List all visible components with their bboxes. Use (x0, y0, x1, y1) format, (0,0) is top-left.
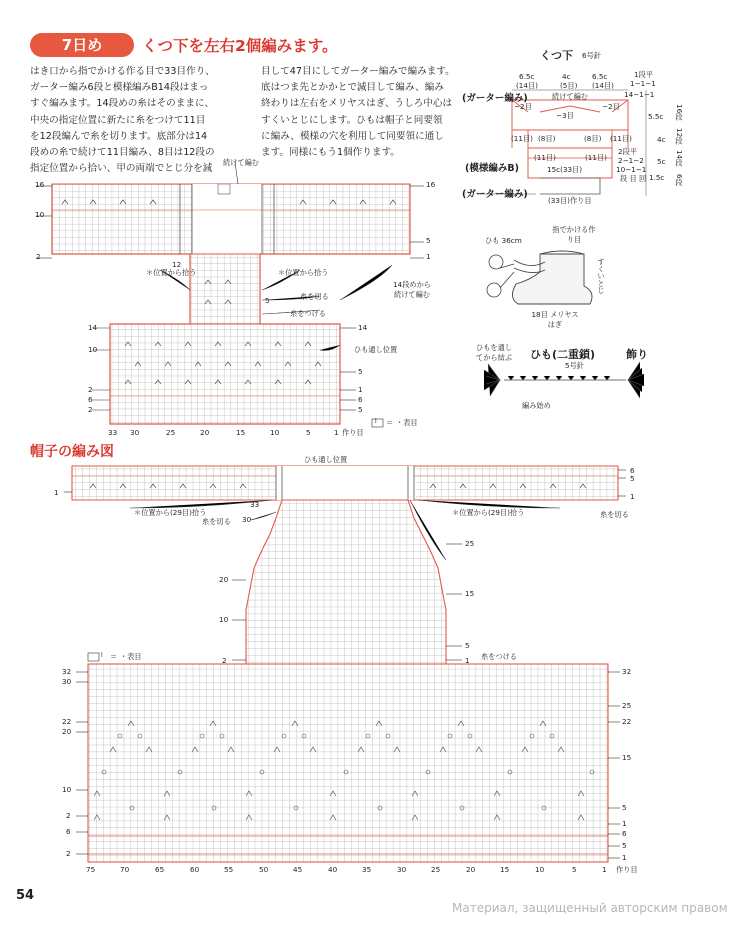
sock-row-label: 14 (358, 323, 368, 332)
hat-chart (64, 466, 626, 862)
sock-dim: 4c (657, 135, 666, 144)
cord-diagram (484, 362, 644, 398)
hat-col-label: 65 (155, 865, 165, 874)
page-number: 54 (16, 888, 35, 903)
sock-dim: 6.5c (519, 72, 535, 81)
sock-schematic-title: くつ下 (540, 49, 573, 62)
sock-vertical: 16段 (675, 104, 684, 121)
instruction-line: 底はつま先とかかとで減目して編み、編み (261, 82, 444, 94)
hat-pick-left: ＊位置から(29目)拾う (134, 508, 207, 517)
hat-row-label: 1 (622, 819, 627, 828)
hat-stitch-33: 33 (250, 500, 260, 509)
sock-note: 段 目 回 (620, 174, 647, 183)
hat-row-label: 2 (66, 849, 71, 858)
sock-note-row14: 14段めから続けて編む (393, 280, 431, 299)
sock-row-label: 6 (88, 395, 93, 404)
cord-ornament: 飾り (626, 348, 648, 361)
sock-vertical: 6段 (675, 174, 684, 186)
hat-col-label: 60 (190, 865, 200, 874)
sock-start-label: 作り目 (342, 428, 364, 437)
sock-row-label: 16 (426, 180, 436, 189)
hat-row-label: 5 (622, 803, 627, 812)
sock-start: (33目)作り目 (548, 196, 592, 205)
hat-key-text: ・表目 (120, 652, 142, 661)
sock-col-label: 25 (166, 428, 176, 437)
hat-row-label: 2 (66, 811, 71, 820)
sock-col-label: 5 (306, 428, 311, 437)
sock-side: (11目) (610, 134, 632, 143)
sock-note-12: 12 (172, 260, 182, 269)
hat-col-label: 45 (293, 865, 303, 874)
watermark: Материал, защищенный авторским правом (452, 901, 728, 915)
sock-row-label: 10 (35, 210, 45, 219)
sock-continue: 続けて編む (552, 92, 588, 101)
hat-col-label: 40 (328, 865, 338, 874)
hat-start-label: 作り目 (616, 865, 638, 874)
sock-col-label: 33 (108, 428, 118, 437)
sock-note-pick-right: ＊位置から拾う (278, 268, 329, 277)
sock-dim: 5.5c (648, 112, 664, 121)
hat-row-label: 25 (465, 539, 475, 548)
sock-row-label: 6 (358, 395, 363, 404)
instruction-line: はき口から指でかける作る目で33目作り、 (30, 66, 215, 77)
hat-row-label: 15 (465, 589, 475, 598)
hat-row-label: 15 (622, 753, 632, 762)
bootie-cord-label: ひも 36cm (485, 236, 522, 245)
sock-col-label: 15 (236, 428, 246, 437)
sock-mid: 15c(33目) (547, 165, 583, 174)
sock-side: (11目) (511, 134, 533, 143)
hat-row-label: 6 (622, 829, 627, 838)
instruction-line: 中央の指定位置に新たに糸をつけて11目 (30, 114, 206, 126)
sock-side: (8目) (538, 134, 556, 143)
sock-note: 1段平 (634, 70, 653, 79)
sock-dim: 4c (562, 72, 571, 81)
hat-row-label: 22 (622, 717, 632, 726)
hat-hole-label: ひも通し位置 (304, 455, 348, 464)
sock-note: 1−1−1 (630, 79, 656, 88)
hat-col-label: 75 (86, 865, 96, 874)
hat-row-label: 25 (622, 701, 632, 710)
bootie-illustration (487, 251, 592, 304)
instruction-line: すぐ編みます。14段めの糸はそのままに、 (30, 98, 215, 110)
instruction-line: 終わりは左右をメリヤスはぎ、うしろ中心は (261, 98, 453, 110)
sock-row-label: 5 (426, 236, 431, 245)
instruction-line: 段めの糸で続けて11目編み、8目は12段の (30, 147, 215, 159)
page-title: くつ下を左右2個編みます。 (142, 37, 338, 55)
sock-row-label: 16 (35, 180, 45, 189)
sock-note-5: 5 (265, 296, 270, 305)
hat-col-label: 35 (362, 865, 372, 874)
hat-row-label: 30 (62, 677, 72, 686)
hat-key-box (88, 653, 99, 661)
hat-row-label: 2 (222, 656, 227, 665)
bootie-sew-label: すくいとじ (597, 258, 606, 294)
hat-row-label: 32 (622, 667, 632, 676)
hat-row-label: 1 (465, 656, 470, 665)
sock-dec: −2目 (602, 102, 620, 111)
hat-row-label: 5 (465, 641, 470, 650)
instruction-line: ガーター編み6段と模様編みB14段はまっ (30, 82, 209, 94)
instruction-line: ます。同様にもう1個作ります。 (261, 147, 400, 159)
sock-note: 2−1−2 (618, 156, 644, 165)
sock-row-label: 5 (358, 367, 363, 376)
hat-row-label: 1 (54, 488, 59, 497)
sock-note-pick-left: ＊位置から拾う (146, 268, 197, 277)
day-badge: 7日め (30, 33, 134, 57)
hat-col-label: 55 (224, 865, 234, 874)
instruction-line: を12段編んで糸を切ります。底部分は14 (30, 130, 208, 142)
hat-row-label: 6 (630, 466, 635, 475)
sock-col-label: 30 (130, 428, 140, 437)
sock-key-eq: ＝ (386, 418, 394, 427)
hat-row-label: 10 (62, 785, 72, 794)
sock-key-text: ・表目 (396, 418, 418, 427)
sock-note: 14−1−1 (624, 90, 655, 99)
sock-col-label: 20 (200, 428, 210, 437)
hat-col-label: 20 (466, 865, 476, 874)
hat-col-label: 1 (602, 865, 607, 874)
hat-row-label: 32 (62, 667, 72, 676)
cord-needle: 5号針 (565, 361, 584, 370)
instruction-line: に編み、模様の穴を利用して同要領に通し (261, 130, 444, 142)
sock-note: 10−1−1 (616, 165, 647, 174)
hat-cut: 糸を切る (202, 517, 231, 526)
sock-col-label: 10 (270, 428, 280, 437)
sock-row-label: 2 (88, 385, 93, 394)
hat-row-label: 5 (630, 474, 635, 483)
hat-col-label: 25 (431, 865, 441, 874)
sock-note: 2段平 (618, 147, 637, 156)
sock-chart (36, 162, 424, 427)
sock-note-hole: ひも通し位置 (354, 345, 398, 354)
sock-needle: 6号針 (582, 51, 601, 60)
sock-pattern-label: (模様編みB) (465, 163, 519, 174)
sock-row-label: 2 (88, 405, 93, 414)
sock-side: (11目) (585, 153, 607, 162)
hat-col-label: 15 (500, 865, 510, 874)
hat-col-label: 50 (259, 865, 269, 874)
sock-key-symbol: l (375, 418, 377, 425)
sock-vertical: 14段 (675, 150, 684, 167)
sock-col-label: 1 (334, 428, 339, 437)
hat-col-label: 70 (120, 865, 130, 874)
sock-dim: 6.5c (592, 72, 608, 81)
hat-row-label: 20 (219, 575, 229, 584)
sock-note-continue: 続けて編む (223, 158, 259, 167)
hat-pick-right: ＊位置から(29目)拾う (452, 508, 525, 517)
hat-row-label: 1 (630, 492, 635, 501)
hat-row-label: 1 (622, 853, 627, 862)
sock-side: (11目) (534, 153, 556, 162)
sock-vertical: 12段 (675, 128, 684, 145)
hat-row-label: 6 (66, 827, 71, 836)
sock-row-label: 2 (36, 252, 41, 261)
sock-row-label: 1 (358, 385, 363, 394)
sock-key-box (372, 419, 383, 427)
sock-dim: 1.5c (649, 173, 665, 182)
hat-row-label: 10 (219, 615, 229, 624)
hat-cut-right: 糸を切る (600, 510, 629, 519)
cord-start: 編み始め (522, 401, 551, 410)
hat-attach: 糸をつける (481, 652, 517, 661)
sock-dim: (5目) (560, 81, 578, 90)
instruction-line: 目して47目にしてガーター編みで編みます。 (261, 66, 455, 77)
sock-garter-bottom: (ガーター編み) (462, 189, 528, 200)
sock-dim: (14目) (516, 81, 538, 90)
sock-note-attach: 糸をつける (290, 309, 326, 318)
hat-row-label: 20 (62, 727, 72, 736)
hat-key-symbol: l (101, 652, 103, 659)
sock-dim: 5c (657, 157, 666, 166)
hat-row-label: 5 (622, 841, 627, 850)
hat-col-label: 30 (397, 865, 407, 874)
sock-dec: −3目 (556, 111, 574, 120)
sock-garter-label: (ガーター編み) (462, 93, 528, 104)
sock-row-label: 1 (426, 252, 431, 261)
bootie-thread-label: 指でかける作り目 (552, 225, 596, 244)
instruction-line: すくいとじにします。ひもは帽子と同要領 (261, 114, 443, 126)
sock-note-cut: 糸を切る (300, 292, 329, 301)
hat-row-label: 22 (62, 717, 72, 726)
hat-chart-title: 帽子の編み図 (30, 444, 114, 460)
sock-row-label: 5 (358, 405, 363, 414)
instruction-line: 指定位置から拾い、甲の両端でとじ分を減 (30, 163, 213, 175)
hat-key-eq: ＝ (110, 652, 118, 661)
bootie-graft-label: 18目 メリヤスはぎ (531, 310, 579, 329)
sock-side: (8目) (584, 134, 602, 143)
sock-dim: (14目) (592, 81, 614, 90)
cord-title: ひも(二重鎖) (530, 348, 596, 361)
hat-col-label: 10 (535, 865, 545, 874)
hat-col-label: 5 (572, 865, 577, 874)
sock-row-label: 14 (88, 323, 98, 332)
cord-note: ひもを通してから結ぶ (476, 343, 512, 362)
sock-dec: −2目 (514, 102, 532, 111)
hat-stitch-30: 30 (242, 515, 252, 524)
sock-row-label: 10 (88, 345, 98, 354)
